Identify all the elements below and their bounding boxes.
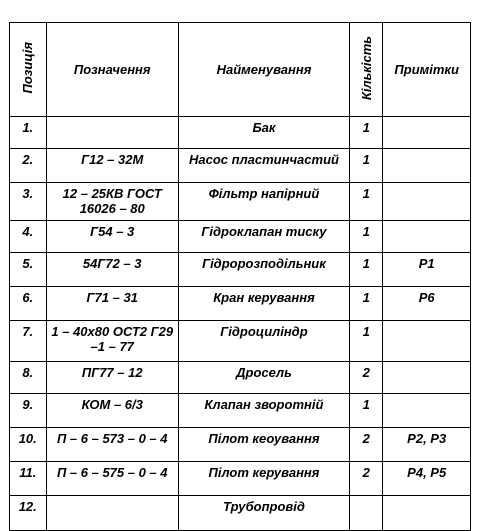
cell-name: Пілот кеоування [178, 428, 349, 462]
cell-quantity [350, 496, 383, 531]
cell-name: Трубопровід [178, 496, 349, 531]
table-row [10, 149, 471, 183]
table-row [10, 253, 471, 287]
header-notes: Примітки [383, 23, 471, 117]
cell-designation [46, 117, 178, 149]
header-name: Найменування [178, 23, 349, 117]
cell-quantity: 1 [350, 394, 383, 428]
specification-table [9, 22, 471, 531]
header-row [10, 23, 471, 117]
cell-notes [383, 321, 471, 362]
cell-position: 10. [10, 428, 47, 462]
table-row [10, 394, 471, 428]
cell-name: Гідроциліндр [178, 321, 349, 362]
cell-name: Бак [178, 117, 349, 149]
cell-notes [383, 183, 471, 221]
cell-name: Насос пластинчастий [178, 149, 349, 183]
cell-designation: П – 6 – 573 – 0 – 4 [46, 428, 178, 462]
cell-position: 4. [10, 221, 47, 253]
cell-position: 6. [10, 287, 47, 321]
cell-designation: Г54 – 3 [46, 221, 178, 253]
table-row [10, 321, 471, 362]
cell-notes: Р4, Р5 [383, 462, 471, 496]
cell-quantity: 1 [350, 149, 383, 183]
cell-notes [383, 221, 471, 253]
cell-notes [383, 117, 471, 149]
cell-designation [46, 496, 178, 531]
cell-notes [383, 149, 471, 183]
cell-position: 1. [10, 117, 47, 149]
cell-name: Гідроклапан тиску [178, 221, 349, 253]
table-row [10, 428, 471, 462]
header-quantity: Кількість [350, 23, 383, 117]
table-row [10, 183, 471, 221]
cell-designation: ПГ77 – 12 [46, 362, 178, 394]
cell-quantity: 1 [350, 221, 383, 253]
cell-position: 11. [10, 462, 47, 496]
table-row [10, 496, 471, 531]
cell-position: 8. [10, 362, 47, 394]
cell-name: Дросель [178, 362, 349, 394]
cell-designation: 12 – 25КВ ГОСТ 16026 – 80 [46, 183, 178, 221]
cell-position: 12. [10, 496, 47, 531]
cell-name: Гідророзподільник [178, 253, 349, 287]
table-row [10, 117, 471, 149]
cell-designation: Г71 – 31 [46, 287, 178, 321]
table-row [10, 287, 471, 321]
cell-name: Клапан зворотній [178, 394, 349, 428]
cell-quantity: 1 [350, 117, 383, 149]
cell-quantity: 2 [350, 362, 383, 394]
table-row [10, 462, 471, 496]
cell-notes: Р1 [383, 253, 471, 287]
cell-quantity: 1 [350, 253, 383, 287]
cell-designation: Г12 – 32М [46, 149, 178, 183]
cell-name: Пілот керування [178, 462, 349, 496]
cell-quantity: 1 [350, 183, 383, 221]
cell-notes [383, 496, 471, 531]
cell-notes: Р2, Р3 [383, 428, 471, 462]
cell-position: 9. [10, 394, 47, 428]
cell-position: 5. [10, 253, 47, 287]
cell-designation: П – 6 – 575 – 0 – 4 [46, 462, 178, 496]
cell-quantity: 1 [350, 321, 383, 362]
cell-designation: 54Г72 – 3 [46, 253, 178, 287]
cell-notes [383, 394, 471, 428]
header-position: Позиція [10, 23, 47, 117]
cell-quantity: 1 [350, 287, 383, 321]
cell-designation: КОМ – 6/3 [46, 394, 178, 428]
cell-name: Фільтр напірний [178, 183, 349, 221]
table-row [10, 221, 471, 253]
cell-position: 2. [10, 149, 47, 183]
table-row [10, 362, 471, 394]
cell-position: 3. [10, 183, 47, 221]
cell-name: Кран керування [178, 287, 349, 321]
cell-designation: 1 – 40x80 ОСТ2 Г29 –1 – 77 [46, 321, 178, 362]
cell-quantity: 2 [350, 428, 383, 462]
cell-quantity: 2 [350, 462, 383, 496]
header-designation: Позначення [46, 23, 178, 117]
cell-notes: Р6 [383, 287, 471, 321]
cell-position: 7. [10, 321, 47, 362]
cell-notes [383, 362, 471, 394]
